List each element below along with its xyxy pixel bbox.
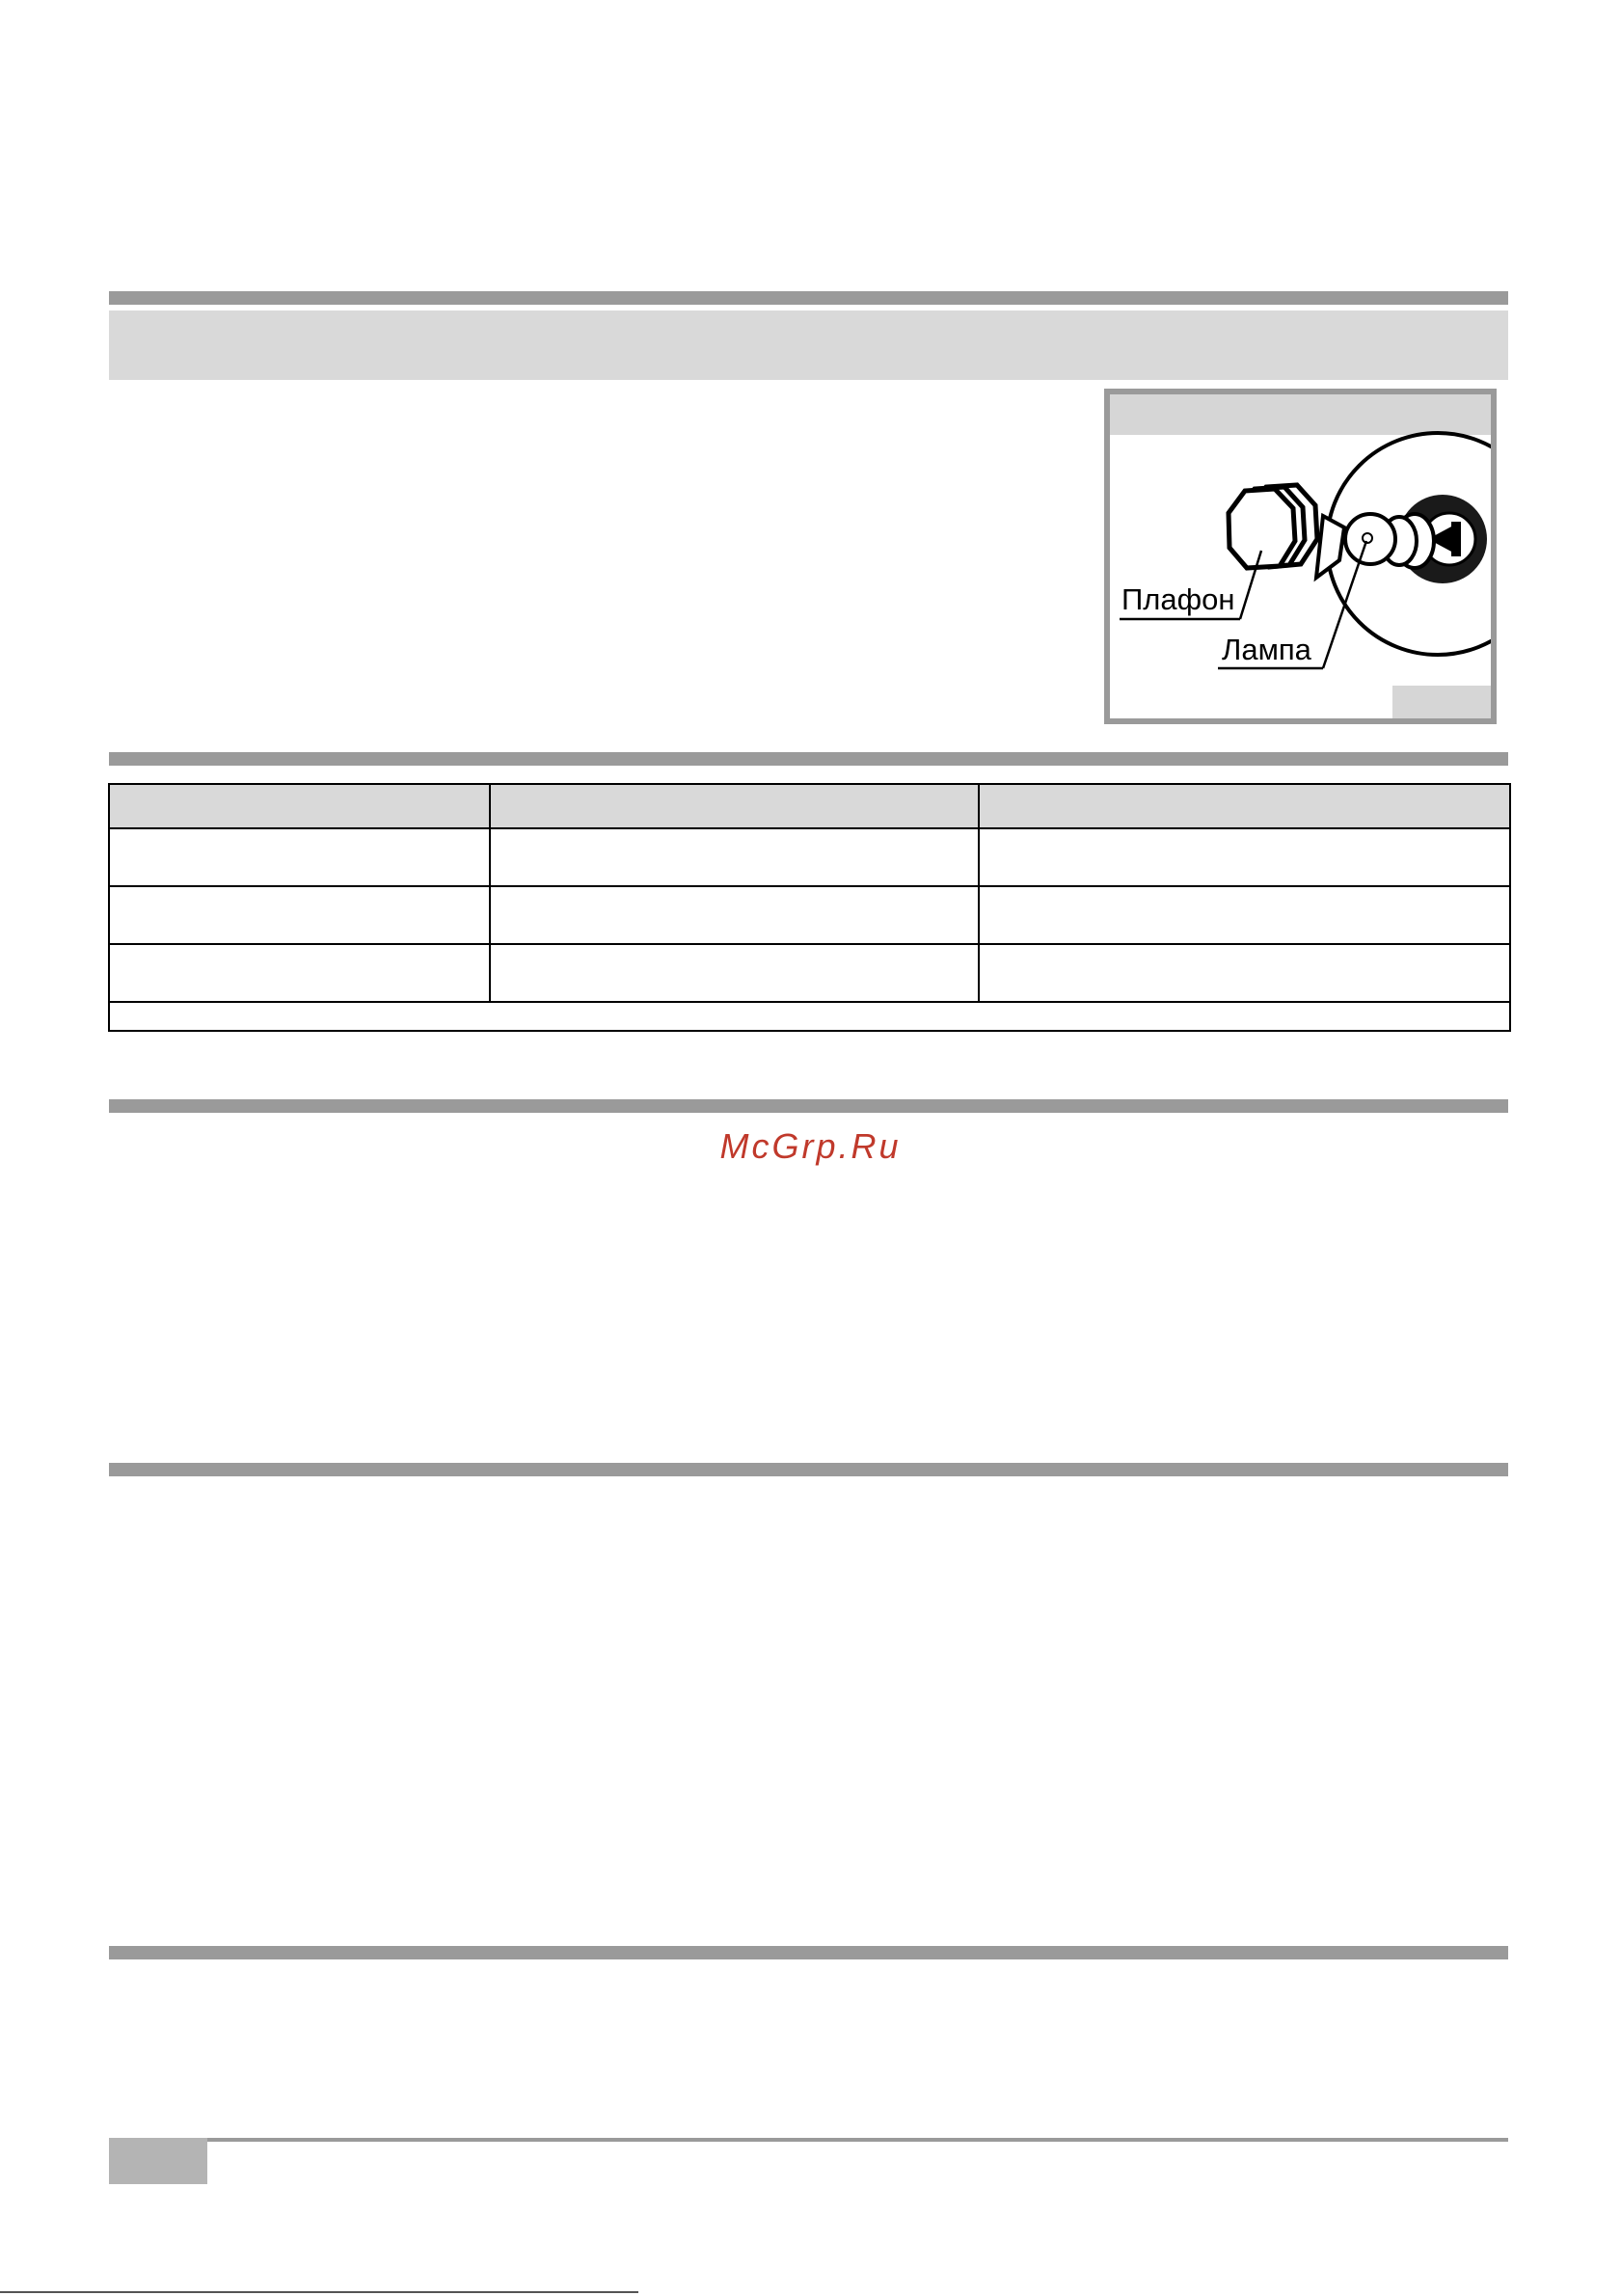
table-note-row — [109, 1002, 1510, 1031]
section-divider-3 — [109, 1099, 1508, 1113]
section-divider-4 — [109, 1463, 1508, 1476]
section-title-band — [109, 311, 1508, 380]
figure-footer — [1392, 686, 1491, 718]
spec-table — [108, 783, 1511, 1032]
table-row — [109, 886, 1510, 944]
section-divider-5 — [109, 1946, 1508, 1959]
footer-rule — [207, 2138, 1508, 2142]
watermark: McGrp.Ru — [719, 1126, 902, 1166]
table-header-cell — [490, 784, 979, 828]
table-row — [109, 944, 1510, 1002]
table-cell — [979, 944, 1510, 1002]
table-cell — [490, 944, 979, 1002]
table-cell — [109, 828, 490, 886]
table-cell — [490, 886, 979, 944]
shade-label: Плафон — [1121, 582, 1235, 616]
table-cell — [109, 886, 490, 944]
table-header-cell — [109, 784, 490, 828]
page-number-tab — [109, 2138, 207, 2184]
table-note — [109, 1002, 1510, 1031]
bottom-rule — [0, 2291, 638, 2293]
section-divider-1 — [109, 291, 1508, 305]
table-cell — [979, 828, 1510, 886]
lamp-label: Лампа — [1222, 633, 1311, 666]
table-cell — [490, 828, 979, 886]
table-header-cell — [979, 784, 1510, 828]
table-cell — [109, 944, 490, 1002]
oven-lamp-icon — [1110, 394, 1491, 718]
table-header-row — [109, 784, 1510, 828]
table-cell — [979, 886, 1510, 944]
lamp-figure — [1104, 389, 1497, 724]
section-divider-2 — [109, 752, 1508, 766]
table-row — [109, 828, 1510, 886]
